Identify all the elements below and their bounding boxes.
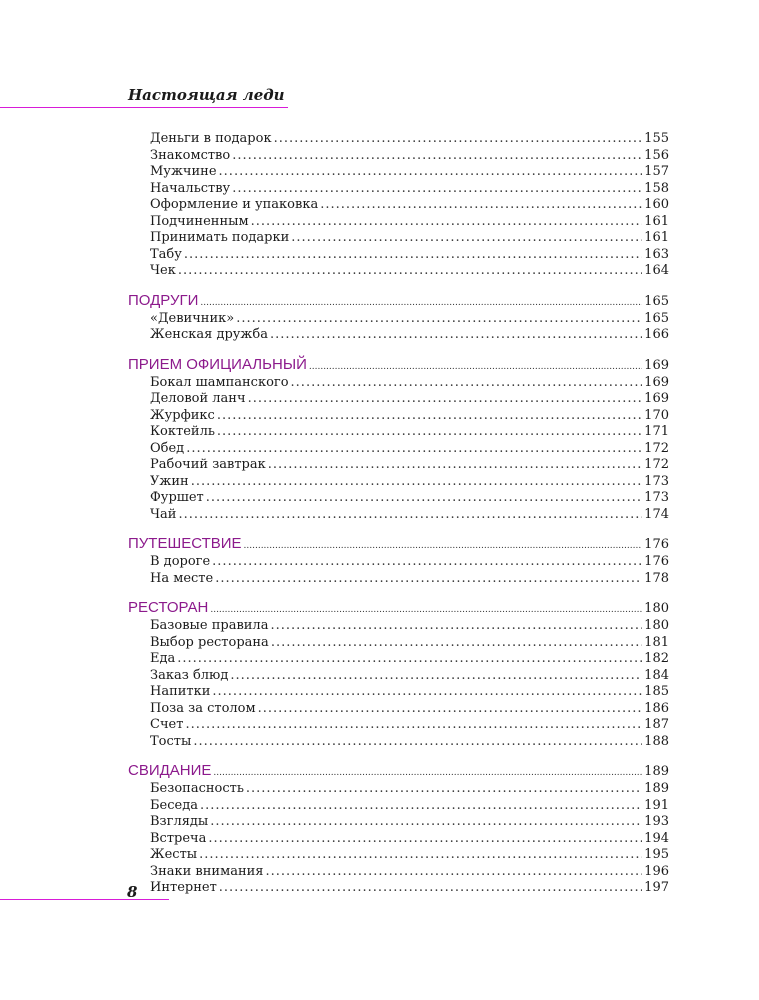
toc-entry — [128, 214, 669, 231]
toc-entry — [128, 164, 669, 181]
entry-title: Чай — [150, 506, 177, 522]
section-title: ПРИЕМ ОФИЦИАЛЬНЫЙ — [128, 355, 307, 373]
entry-title: Бокал шампанского — [150, 374, 289, 390]
entry-page-number: 176 — [644, 554, 669, 569]
dot-leader — [291, 230, 642, 247]
toc-entry — [128, 131, 669, 148]
dot-leader — [291, 375, 643, 392]
entry-page-number: 164 — [644, 263, 669, 278]
toc-entry — [128, 571, 669, 588]
dot-leader — [248, 391, 643, 408]
toc-entry — [128, 148, 669, 165]
section-page-number: 189 — [644, 764, 669, 779]
toc-section-heading — [128, 291, 669, 311]
dot-leader — [270, 327, 642, 344]
toc-entry — [128, 375, 669, 392]
entry-page-number: 174 — [644, 506, 669, 522]
dot-leader — [219, 164, 643, 181]
entry-page-number: 170 — [644, 407, 669, 423]
dot-leader — [200, 292, 642, 313]
entry-title: Выбор ресторана — [150, 634, 269, 650]
toc-entry — [128, 814, 669, 831]
dot-leader — [210, 599, 642, 620]
entry-page-number: 166 — [644, 327, 669, 342]
entry-title: Встреча — [150, 830, 207, 846]
toc-entry — [128, 831, 669, 848]
entry-page-number: 163 — [644, 246, 669, 262]
section-title: СВИДАНИЕ — [128, 762, 212, 779]
entry-page-number: 157 — [644, 164, 669, 179]
entry-title: «Девичник» — [150, 310, 235, 326]
dot-leader — [177, 651, 642, 668]
entry-page-number: 186 — [644, 700, 669, 716]
dot-leader — [251, 214, 643, 231]
entry-page-number: 185 — [644, 684, 669, 699]
entry-page-number: 173 — [644, 473, 669, 489]
entry-title: Базовые правила — [150, 618, 269, 633]
dot-leader — [219, 880, 642, 897]
entry-page-number: 171 — [644, 424, 669, 439]
entry-title: Мужчине — [150, 164, 217, 179]
dot-leader — [215, 571, 642, 588]
section-title: РЕСТОРАН — [128, 599, 209, 616]
entry-title: Коктейль — [150, 424, 215, 439]
dot-leader — [265, 864, 642, 881]
dot-leader — [246, 781, 642, 798]
entry-title: На месте — [150, 570, 214, 586]
toc-section — [128, 598, 669, 750]
entry-title: Безопасность — [150, 781, 244, 796]
entry-title: Табу — [150, 246, 182, 262]
toc-section-heading — [128, 598, 669, 618]
toc-entry — [128, 197, 669, 214]
dot-leader — [217, 408, 642, 425]
dot-leader — [258, 701, 643, 718]
section-title: ПУТЕШЕСТВИЕ — [128, 535, 242, 552]
entry-title: Начальству — [150, 180, 231, 196]
dot-leader — [208, 831, 642, 848]
entry-title: Знаки внимания — [150, 863, 264, 879]
entry-title: Знакомство — [150, 147, 231, 163]
entry-page-number: 169 — [644, 374, 669, 390]
toc-entry — [128, 181, 669, 198]
entry-title: Поза за столом — [150, 700, 256, 716]
entry-page-number: 193 — [644, 814, 669, 829]
section-page-number: 180 — [644, 601, 669, 616]
toc-entry — [128, 618, 669, 635]
dot-leader — [268, 457, 642, 474]
entry-title: Счет — [150, 717, 184, 732]
dot-leader — [186, 441, 642, 458]
toc-entry — [128, 554, 669, 571]
dot-leader — [212, 554, 642, 571]
dot-leader — [200, 798, 642, 815]
page-number: 8 — [127, 883, 138, 901]
dot-leader — [271, 635, 642, 652]
dot-leader — [232, 148, 642, 165]
entry-page-number: 156 — [644, 147, 669, 163]
toc-entry — [128, 391, 669, 408]
entry-page-number: 158 — [644, 180, 669, 196]
dot-leader — [236, 311, 642, 328]
entry-title: Обед — [150, 440, 185, 456]
toc-entry — [128, 311, 669, 328]
toc-entry — [128, 847, 669, 864]
section-page-number: 176 — [644, 537, 669, 552]
toc-entry — [128, 717, 669, 734]
dot-leader — [320, 197, 642, 214]
entry-title: Интернет — [150, 880, 217, 895]
entry-title: Рабочий завтрак — [150, 457, 266, 472]
entry-page-number: 155 — [644, 131, 669, 146]
toc-entry — [128, 781, 669, 798]
entry-page-number: 184 — [644, 667, 669, 683]
toc-entry — [128, 263, 669, 280]
toc-entry — [128, 247, 669, 264]
entry-page-number: 194 — [644, 830, 669, 846]
footer-rule — [0, 899, 169, 900]
toc-section — [128, 761, 669, 897]
dot-leader — [193, 734, 642, 751]
toc-section-heading — [128, 355, 669, 375]
entry-title: Жесты — [150, 847, 198, 862]
entry-title: Подчиненным — [150, 213, 249, 229]
header-rule — [0, 107, 288, 108]
toc-entry — [128, 424, 669, 441]
entry-title: Ужин — [150, 473, 189, 489]
toc-entry — [128, 507, 669, 524]
dot-leader — [206, 490, 642, 507]
entry-page-number: 161 — [644, 230, 669, 245]
entry-title: Деловой ланч — [150, 391, 246, 406]
entry-title: Женская дружба — [150, 327, 268, 342]
toc-entry — [128, 651, 669, 668]
entry-title: В дороге — [150, 554, 211, 569]
dot-leader — [178, 507, 642, 524]
entry-title: Еда — [150, 651, 176, 666]
entry-page-number: 188 — [644, 733, 669, 749]
toc-section — [128, 291, 669, 344]
dot-leader — [210, 814, 642, 831]
entry-page-number: 169 — [644, 391, 669, 406]
toc-section-heading — [128, 761, 669, 781]
dot-leader — [191, 474, 642, 491]
toc-section — [128, 131, 669, 280]
entry-page-number: 160 — [644, 197, 669, 212]
entry-page-number: 181 — [644, 634, 669, 650]
entry-title: Деньги в подарок — [150, 131, 272, 146]
entry-title: Беседа — [150, 797, 198, 813]
entry-page-number: 178 — [644, 570, 669, 586]
entry-page-number: 187 — [644, 717, 669, 732]
dot-leader — [232, 181, 642, 198]
toc-entry — [128, 701, 669, 718]
entry-page-number: 196 — [644, 863, 669, 879]
dot-leader — [230, 668, 642, 685]
section-page-number: 169 — [644, 357, 669, 373]
toc-section-heading — [128, 534, 669, 554]
dot-leader — [185, 717, 642, 734]
dot-leader — [213, 762, 642, 783]
running-head: Настоящая леди — [128, 86, 285, 104]
entry-title: Журфикс — [150, 407, 215, 423]
entry-page-number: 172 — [644, 440, 669, 456]
table-of-contents — [128, 131, 669, 908]
entry-page-number: 161 — [644, 213, 669, 229]
toc-entry — [128, 684, 669, 701]
entry-page-number: 182 — [644, 651, 669, 666]
toc-entry — [128, 230, 669, 247]
dot-leader — [178, 263, 642, 280]
dot-leader — [309, 356, 642, 377]
entry-title: Взгляды — [150, 814, 209, 829]
toc-entry — [128, 798, 669, 815]
dot-leader — [244, 535, 643, 556]
toc-entry — [128, 880, 669, 897]
dot-leader — [270, 618, 642, 635]
toc-entry — [128, 408, 669, 425]
entry-title: Напитки — [150, 684, 211, 699]
dot-leader — [274, 131, 643, 148]
toc-entry — [128, 734, 669, 751]
dot-leader — [217, 424, 642, 441]
dot-leader — [199, 847, 642, 864]
dot-leader — [184, 247, 642, 264]
entry-page-number: 195 — [644, 847, 669, 862]
entry-page-number: 191 — [644, 797, 669, 813]
toc-entry — [128, 327, 669, 344]
dot-leader — [212, 684, 642, 701]
section-title: ПОДРУГИ — [128, 291, 199, 309]
entry-page-number: 180 — [644, 618, 669, 633]
toc-entry — [128, 457, 669, 474]
entry-title: Заказ блюд — [150, 667, 229, 683]
entry-title: Оформление и упаковка — [150, 197, 319, 212]
entry-page-number: 165 — [644, 310, 669, 326]
entry-page-number: 197 — [644, 880, 669, 895]
toc-section — [128, 355, 669, 524]
toc-entry — [128, 441, 669, 458]
toc-section — [128, 534, 669, 587]
entry-page-number: 189 — [644, 781, 669, 796]
toc-entry — [128, 474, 669, 491]
section-page-number: 165 — [644, 293, 669, 309]
entry-title: Чек — [150, 263, 176, 278]
entry-title: Фуршет — [150, 490, 204, 505]
entry-title: Тосты — [150, 733, 192, 749]
toc-entry — [128, 635, 669, 652]
entry-title: Принимать подарки — [150, 230, 290, 245]
entry-page-number: 173 — [644, 490, 669, 505]
toc-entry — [128, 668, 669, 685]
toc-entry — [128, 864, 669, 881]
entry-page-number: 172 — [644, 457, 669, 472]
toc-entry — [128, 490, 669, 507]
